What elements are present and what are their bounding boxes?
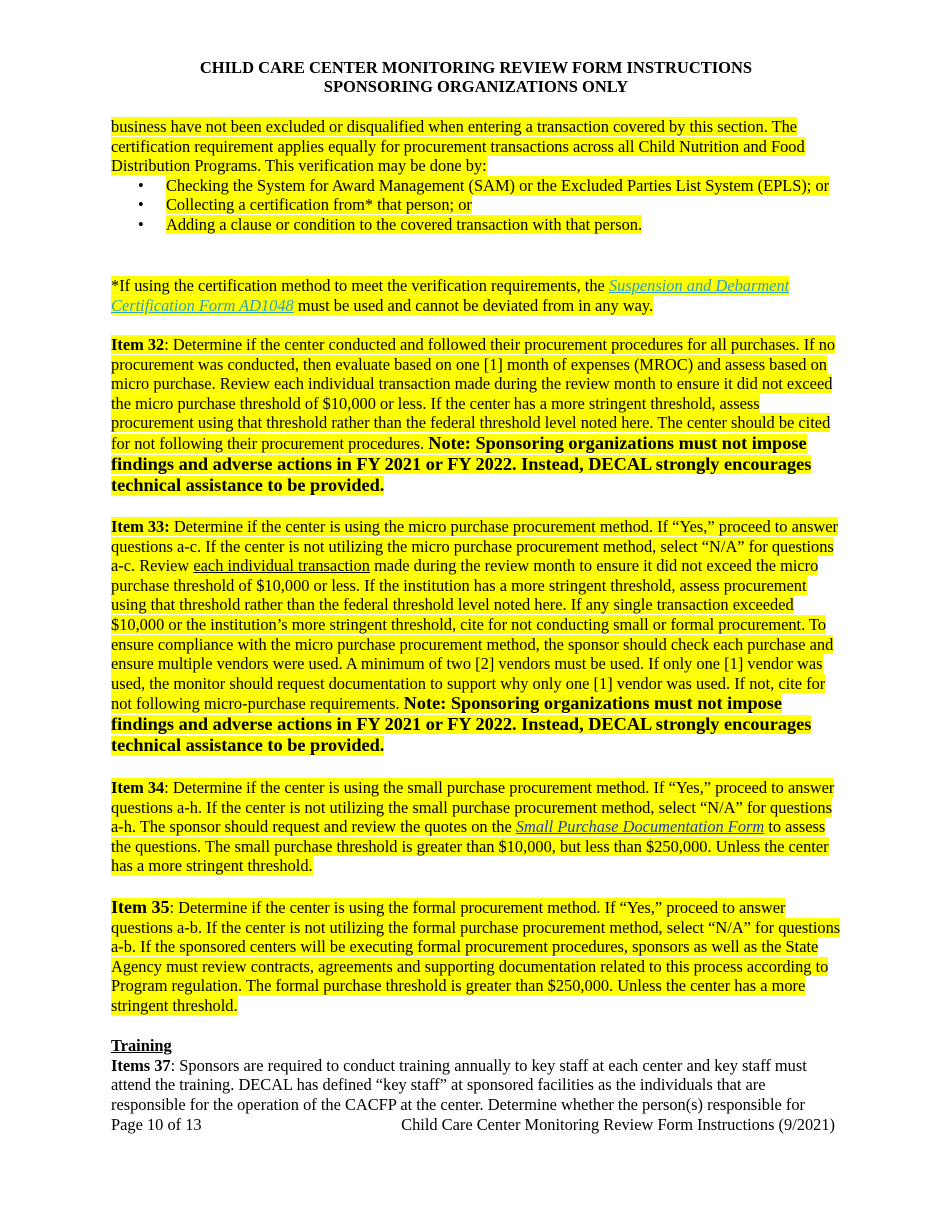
item-34-text: : Determine if the center is using the small purchase procurement method. If “Yes,” proceed to answer questions a-h. If the center is not utilizing the small purchase procurement method, select “N/A” for questions a-h. The sponsor should request and review the quotes on the [111,778,835,837]
item-33-label: Item 33: [111,517,170,536]
item-35-label: Item 35 [111,897,170,917]
item-35-text: : Determine if the center is using the formal procurement method. If “Yes,” proceed to answer questions a-b. If the center is not utilizing the formal purchase procurement method, select “N/A” for questions a-b. If the sponsored centers will be executing formal procurement procedures, sponsors as well as the State Agency must review contracts, agreements and supporting documentation related to this process according to Program regulation. The formal purchase threshold is greater than $250,000. Unless the center has a more stringent threshold. [111,898,841,1015]
item-32-text: : Determine if the center conducted and followed their procurement procedures for all purchases. If no procurement was conducted, then evaluate based on one [1] month of expenses (MROC) and assess based on micro purchase. Review each individual transaction made during the review month to ensure it did not exceed the micro purchase threshold of $10,000 or less. If the center has a more stringent threshold, assess procurement using that threshold rather than the federal threshold level noted here. The center should be cited for not following their procurement procedures. [111,335,836,453]
list-item: • Checking the System for Award Management (SAM) or the Excluded Parties List System (EPLS); or [166,176,841,196]
item-33-section [111,517,841,756]
footnote-section [111,276,841,315]
item-37-label: Items 37 [111,1055,171,1075]
ad1048-form-link[interactable]: Suspension and Debarment Certification Form AD1048 [111,276,790,315]
page-number: Page 10 of 13 [111,1115,202,1134]
training-heading: Training [111,1036,172,1055]
list-item: • Adding a clause or condition to the covered transaction with that person. [166,215,841,235]
training-section [111,1036,841,1114]
footer-title: Child Care Center Monitoring Review Form Instructions (9/2021) [401,1115,835,1134]
footnote-text-end: must be used and cannot be deviated from in any way. [293,295,654,315]
item-34-label: Item 34 [111,778,165,797]
intro-text: business have not been excluded or disqualified when entering a transaction covered by this section. The certification requirement applies equally for procurement transactions across all Child Nutrition and Food Distribution Programs. This verification may be done by: [111,117,805,176]
item-34-section [111,778,841,876]
item-37-text: : Sponsors are required to conduct training annually to key staff at each center and key staff must attend the training. DECAL has defined “key staff” at sponsored facilities as the individuals that are responsible for the operation of the CACFP at the center. Determine whether the person(s) responsible for [111,1055,807,1114]
footnote-text: *If using the certification method to meet the verification requirements, the [111,276,609,295]
document-subtitle: SPONSORING ORGANIZATIONS ONLY [323,77,629,96]
item-33-text-cont: made during the review month to ensure it did not exceed the micro purchase threshold of $10,000 or less. If the institution has a more stringent threshold, assess procurement using that threshold rather than the federal threshold level noted here. If any single transaction exceeded $10,000 or the institution’s more stringent threshold, cite for not conducting small or formal procurement. To ensure compliance with the micro purchase procurement method, the sponsor should check each purchase and ensure multiple vendors were used. A minimum of two [2] vendors must be used. If only one [1] vendor was used, the monitor should request documentation to support why only one [1] vendor was used. If not, cite for not following micro-purchase requirements. [111,556,834,714]
item-33-text: Determine if the center is using the micro purchase procurement method. If “Yes,” proceed to answer questions a-c. If the center is not utilizing the micro purchase procurement method, select “N/A” for questions a-c. Review [111,517,839,576]
list-item: • Collecting a certification from* that person; or [166,195,841,215]
item-32-section [111,335,841,496]
item-32-note: Note: Sponsoring organizations must not impose findings and adverse actions in FY 2021 or FY 2022. Instead, DECAL strongly encourages technical assistance to be provided. [111,432,812,495]
item-33-note: Note: Sponsoring organizations must not impose findings and adverse actions in FY 2021 or FY 2022. Instead, DECAL strongly encourages technical assistance to be provided. [111,693,812,756]
item-35-section [111,898,841,1016]
item-34-text-cont: to assess the questions. The small purchase threshold is greater than $10,000, but less than $250,000. Unless the center has a more stringent threshold. [111,817,829,876]
small-purchase-form-link[interactable]: Small Purchase Documentation Form [515,817,765,837]
item-33-underlined: each individual transaction [193,556,370,576]
intro-section [111,117,841,235]
page-footer [111,1115,841,1135]
document-title: CHILD CARE CENTER MONITORING REVIEW FORM INSTRUCTIONS [199,58,753,77]
item-32-label: Item 32 [111,335,165,354]
verification-list [111,176,841,235]
